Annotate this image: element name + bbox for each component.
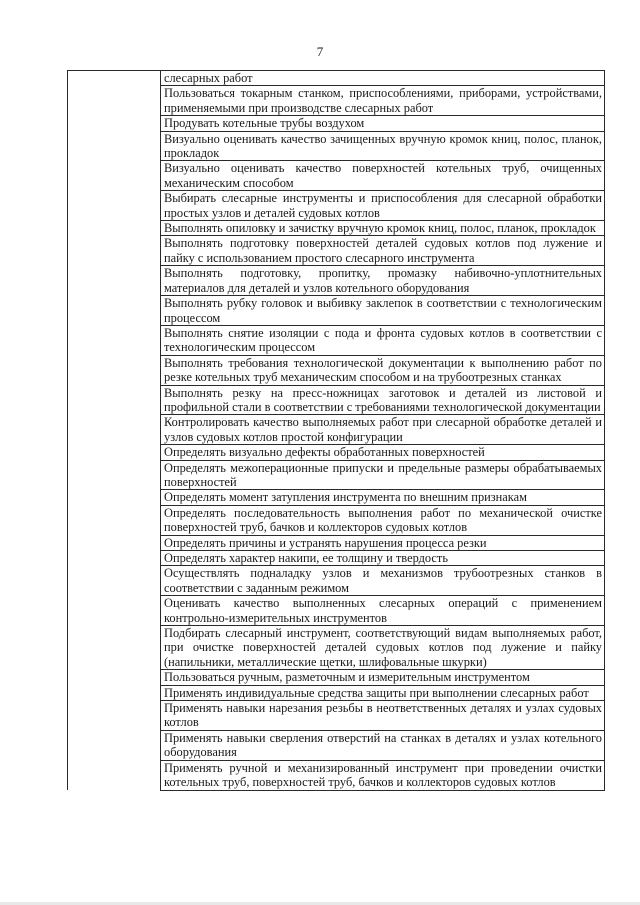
skill-cell: Подбирать слесарный инструмент, соответствующий видам выполняемых работ, при очистке поверхностей деталей судовых котлов под лужение и пайку (напильники, металлические щетки, шлифовальные шкурки) xyxy=(161,626,605,670)
left-column-cell xyxy=(68,71,161,791)
skill-cell: Пользоваться токарным станком, приспособлениями, приборами, устройствами, применяемыми при производстве слесарных работ xyxy=(161,86,605,116)
skill-cell: Определять характер накипи, ее толщину и твердость xyxy=(161,551,605,566)
skill-cell: Продувать котельные трубы воздухом xyxy=(161,116,605,131)
skill-cell: слесарных работ xyxy=(161,71,605,86)
skill-cell: Применять индивидуальные средства защиты при выполнении слесарных работ xyxy=(161,685,605,700)
table-row xyxy=(68,71,605,86)
skill-cell: Оценивать качество выполненных слесарных операций с применением контрольно-измерительных инструментов xyxy=(161,596,605,626)
skill-cell: Пользоваться ручным, разметочным и измерительным инструментом xyxy=(161,670,605,685)
skill-cell: Выполнять требования технологической документации к выполнению работ по резке котельных труб механическим способом и на трубоотрезных станках xyxy=(161,355,605,385)
skill-cell: Определять последовательность выполнения работ по механической очистке поверхностей труб, бачков и коллекторов судовых котлов xyxy=(161,505,605,535)
skill-cell: Выполнять снятие изоляции с пода и фронта судовых котлов в соответствии с технологическим процессом xyxy=(161,325,605,355)
skills-table xyxy=(67,70,605,791)
skill-cell: Применять навыки сверления отверстий на станках в деталях и узлах котельного оборудования xyxy=(161,730,605,760)
skill-cell: Выполнять опиловку и зачистку вручную кромок книц, полос, планок, прокладок xyxy=(161,221,605,236)
skill-cell: Определять причины и устранять нарушения процесса резки xyxy=(161,535,605,550)
skill-cell: Применять навыки нарезания резьбы в неответственных деталях и узлах судовых котлов xyxy=(161,701,605,731)
skill-cell: Визуально оценивать качество поверхностей котельных труб, очищенных механическим способом xyxy=(161,161,605,191)
skills-table-body xyxy=(68,71,605,791)
skill-cell: Определять визуально дефекты обработанных поверхностей xyxy=(161,445,605,460)
skill-cell: Контролировать качество выполняемых работ при слесарной обработке деталей и узлов судовых котлов простой конфигурации xyxy=(161,415,605,445)
skill-cell: Визуально оценивать качество зачищенных вручную кромок книц, полос, планок, прокладок xyxy=(161,131,605,161)
skill-cell: Выполнять подготовку, пропитку, промазку набивочно-уплотнительных материалов для деталей и узлов котельного оборудования xyxy=(161,266,605,296)
skill-cell: Определять межоперационные припуски и предельные размеры обрабатываемых поверхностей xyxy=(161,460,605,490)
skill-cell: Выполнять рубку головок и выбивку заклепок в соответствии с технологическим процессом xyxy=(161,296,605,326)
skill-cell: Применять ручной и механизированный инструмент при проведении очистки котельных труб, поверхностей труб, бачков и коллекторов судовых котлов xyxy=(161,760,605,790)
page-number: 7 xyxy=(316,44,324,59)
skill-cell: Выбирать слесарные инструменты и приспособления для слесарной обработки простых узлов и деталей судовых котлов xyxy=(161,191,605,221)
skill-cell: Определять момент затупления инструмента по внешним признакам xyxy=(161,490,605,505)
skill-cell: Выполнять подготовку поверхностей деталей судовых котлов под лужение и пайку с использованием простого слесарного инструмента xyxy=(161,236,605,266)
skill-cell: Осуществлять подналадку узлов и механизмов трубоотрезных станков в соответствии с заданным режимом xyxy=(161,566,605,596)
skill-cell: Выполнять резку на пресс-ножницах заготовок и деталей из листовой и профильной стали в соответствии с требованиями технологической документации xyxy=(161,385,605,415)
